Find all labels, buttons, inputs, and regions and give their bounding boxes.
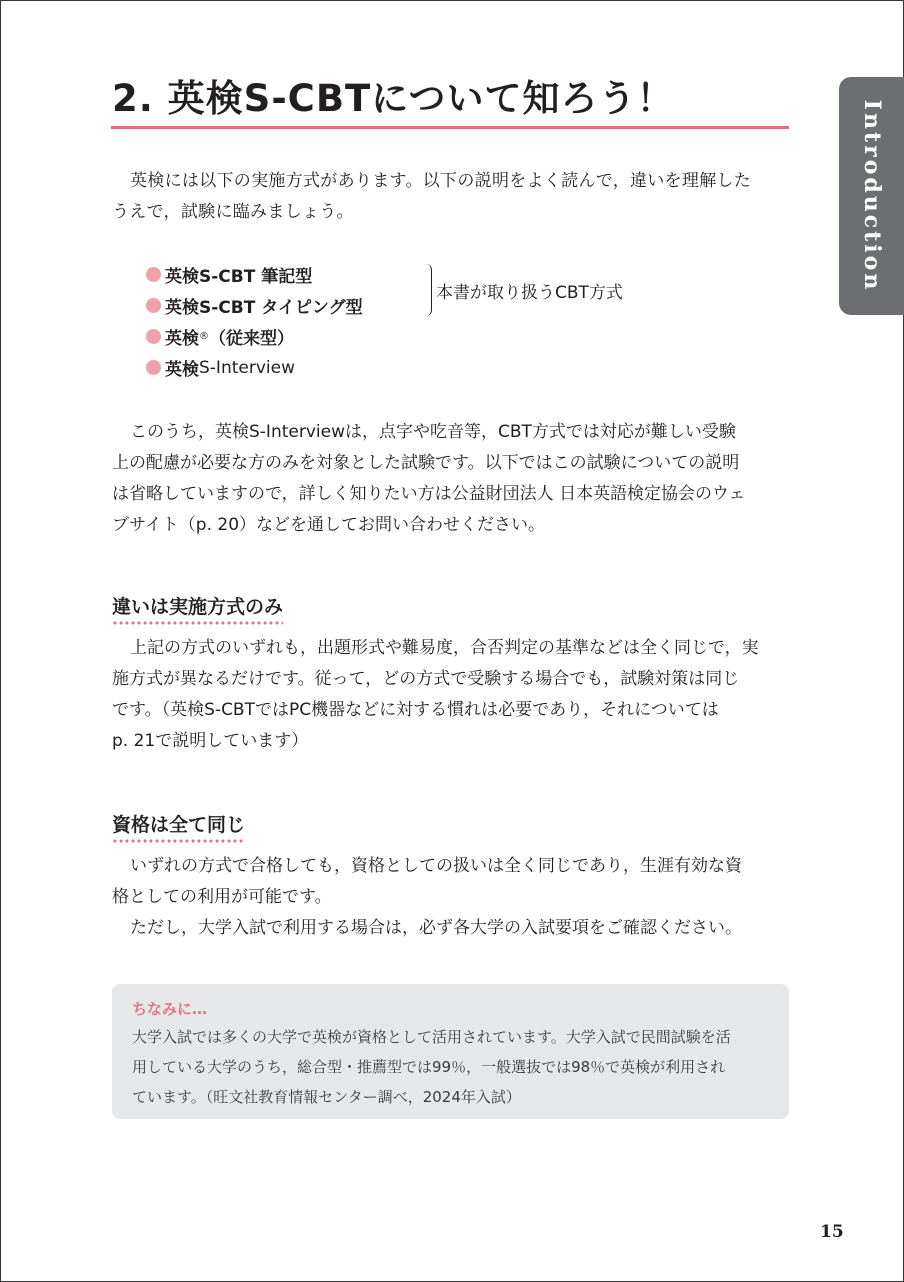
paragraph-line: は省略していますので，詳しく知りたい方は公益財団法人 日本英語検定協会のウェ <box>112 484 746 504</box>
paragraph-line: いずれの方式で合格しても，資格としての扱いは全く同じであり，生涯有効な資 <box>130 856 742 876</box>
section2-paragraph <box>112 851 792 944</box>
page-title: 2. 英検S-CBTについて知ろう！ <box>112 77 675 120</box>
method-bold: 英検 <box>165 329 199 349</box>
section-heading-differences: 違いは実施方式のみ <box>112 592 283 625</box>
note-line: ています。（旺文社教育情報センター調べ，2024年入試） <box>132 1088 521 1106</box>
page-number: 15 <box>820 1222 844 1242</box>
paragraph-line: ただし，大学入試で利用する場合は，必ず各大学の入試要項をご確認ください。 <box>130 918 742 938</box>
intro-line: 英検には以下の実施方式があります。以下の説明をよく読んで，違いを理解した <box>130 171 752 191</box>
note-body <box>132 1022 782 1112</box>
method-bold: 英検S-CBT タイピング型 <box>165 298 363 318</box>
bullet-dot <box>146 329 161 344</box>
method-item <box>146 321 363 352</box>
side-tab-label: Introduction <box>858 99 885 293</box>
paragraph-line: 格としての利用が可能です。 <box>112 887 332 907</box>
note-box <box>112 984 789 1119</box>
paragraph-line: です。（英検S-CBTではPC機器などに対する慣れは必要であり，それについては <box>112 700 719 720</box>
title-underline <box>111 126 789 129</box>
intro-paragraph <box>112 166 792 228</box>
paragraph-line: 上記の方式のいずれも，出題形式や難易度，合否判定の基準などは全く同じで，実 <box>130 638 759 658</box>
method-list <box>146 259 363 383</box>
note-line: 用している大学のうち，総合型・推薦型では99％，一般選抜では98％で英検が利用され <box>132 1058 726 1076</box>
method-item <box>146 352 363 383</box>
paragraph-line: p. 21で説明しています） <box>112 731 309 751</box>
paragraph-line: ブサイト（p. 20）などを通してお問い合わせください。 <box>112 515 546 535</box>
paragraph-line: 施方式が異なるだけです。従って，どの方式で受験する場合でも，試験対策は同じ <box>112 669 740 689</box>
method-rest: （従来型） <box>209 329 294 349</box>
section-heading-qualification: 資格は全て同じ <box>112 810 245 843</box>
registered-mark: ® <box>199 331 209 342</box>
grouping-bracket <box>423 264 432 316</box>
method-bold: 英検 <box>165 360 199 380</box>
bullet-dot <box>146 298 161 313</box>
bracket-note: 本書が取り扱うCBT方式 <box>436 283 623 303</box>
section-side-tab <box>839 77 904 315</box>
section1-paragraph <box>112 633 792 757</box>
method-item <box>146 290 363 321</box>
note-title: ちなみに… <box>132 1000 208 1018</box>
method-bold: 英検S-CBT 筆記型 <box>165 267 313 287</box>
paragraph-2 <box>112 417 792 541</box>
bullet-dot <box>146 267 161 282</box>
paragraph-line: 上の配慮が必要な方のみを対象とした試験です。以下ではこの試験についての説明 <box>112 453 740 473</box>
method-item <box>146 259 363 290</box>
intro-line: うえで，試験に臨みましょう。 <box>112 202 354 222</box>
paragraph-line: このうち，英検S-Interviewは，点字や吃音等，CBT方式では対応が難しい受験 <box>130 422 736 442</box>
method-rest: S-Interview <box>199 357 295 378</box>
note-line: 大学入試では多くの大学で英検が資格として活用されています。大学入試で民間試験を活 <box>132 1028 731 1046</box>
bullet-dot <box>146 360 161 375</box>
